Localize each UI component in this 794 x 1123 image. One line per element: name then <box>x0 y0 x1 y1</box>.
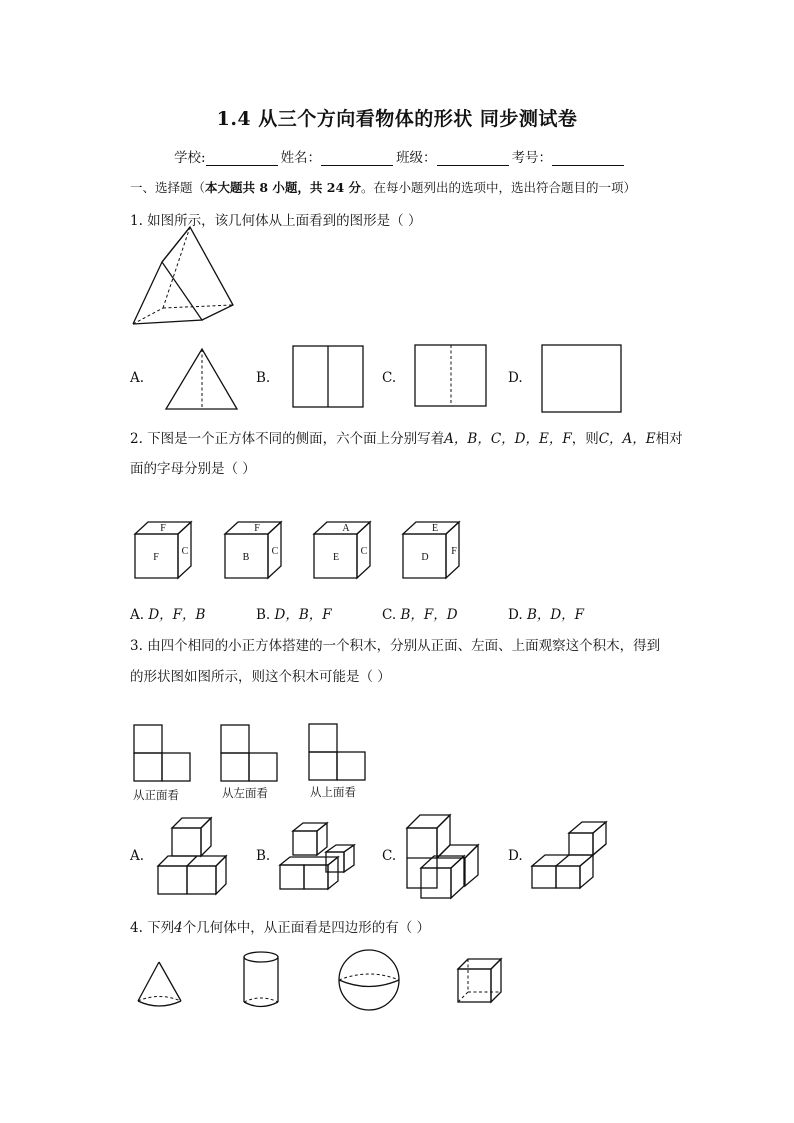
q2-option-a-value: D，F，B <box>148 607 206 623</box>
cube-3-top: A <box>342 523 350 534</box>
section-suffix: 。在每小题列出的选项中，选出符合题目的一项） <box>361 180 637 195</box>
cylinder <box>244 952 278 1007</box>
q2-option-d-value: B，D，F <box>526 607 585 623</box>
q1-option-c[interactable]: C. <box>382 370 397 386</box>
q2-text-c: 相对 <box>655 431 683 447</box>
page-title: 1.4 从三个方向看物体的形状 同步测试卷 <box>216 108 578 130</box>
cube-1-front: F <box>153 552 159 563</box>
cube-3-right: C <box>360 546 368 557</box>
left-view-label: 从左面看 <box>222 786 268 800</box>
name-label: 姓名： <box>280 150 322 166</box>
q2-option-c-letter: C. <box>382 607 397 623</box>
question-3-line-1: 3. 由四个相同的小正方体搭建的一个积木，分别从正面、左面、上面观察这个积木，得到 <box>130 638 661 654</box>
cube-1-top: F <box>160 523 166 534</box>
q4-prefix: 4. 下列 <box>130 920 175 936</box>
q3-option-d[interactable]: D. <box>508 848 523 864</box>
q2-option-a-letter: A. <box>130 607 145 623</box>
front-view-label: 从正面看 <box>133 788 179 802</box>
q2-text-b: ，则 <box>571 431 599 447</box>
cube-3-front: E <box>332 552 340 563</box>
q2-option-c-value: B，F，D <box>400 607 458 623</box>
exam-no-label: 考号： <box>511 150 553 166</box>
q2-option-b-value: D，B，F <box>274 607 332 623</box>
q1-option-b[interactable]: B. <box>256 370 271 386</box>
q1-option-a[interactable]: A. <box>130 370 145 386</box>
q3-option-a[interactable]: A. <box>130 848 145 864</box>
q2-option-d-letter: D. <box>508 607 523 623</box>
q3-option-c[interactable]: C. <box>382 848 397 864</box>
school-label: 学校: <box>174 150 206 166</box>
cube-1-right: C <box>181 546 189 557</box>
q4-number: 4 <box>174 920 183 936</box>
cube-4-right: F <box>451 546 457 557</box>
q3-option-b[interactable]: B. <box>256 848 271 864</box>
q2-text-a: 2. 下图是一个正方体不同的侧面，六个面上分别写着 <box>130 431 445 447</box>
cube-4-front: D <box>421 552 429 563</box>
q2-vars2: C，A，E <box>598 431 656 447</box>
question-3-line-2: 的形状图如图所示，则这个积木可能是（ ） <box>130 669 391 685</box>
q1-option-d[interactable]: D. <box>508 370 523 386</box>
question-1-text: 1. 如图所示，该几何体从上面看到的图形是（ ） <box>130 213 422 229</box>
cube-4-top: E <box>431 523 439 534</box>
section-prefix: 一、选择题（ <box>130 180 206 195</box>
sphere <box>339 950 399 1010</box>
q2-vars: A，B，C，D，E，F <box>444 431 572 447</box>
q2-option-b-letter: B. <box>256 607 271 623</box>
cube <box>458 959 501 1002</box>
cube-2-front: B <box>242 552 250 563</box>
cone <box>138 962 181 1006</box>
cube-2-top: F <box>254 523 260 534</box>
top-view-label: 从上面看 <box>310 785 356 799</box>
cube-2-right: C <box>271 546 279 557</box>
section-bold: 本大题共 8 小题，共 24 分 <box>205 180 362 195</box>
class-label: 班级： <box>396 150 437 166</box>
q4-suffix: 个几何体中，从正面看是四边形的有（ ） <box>182 920 431 936</box>
question-2-line-2: 面的字母分别是（ ） <box>130 461 256 477</box>
